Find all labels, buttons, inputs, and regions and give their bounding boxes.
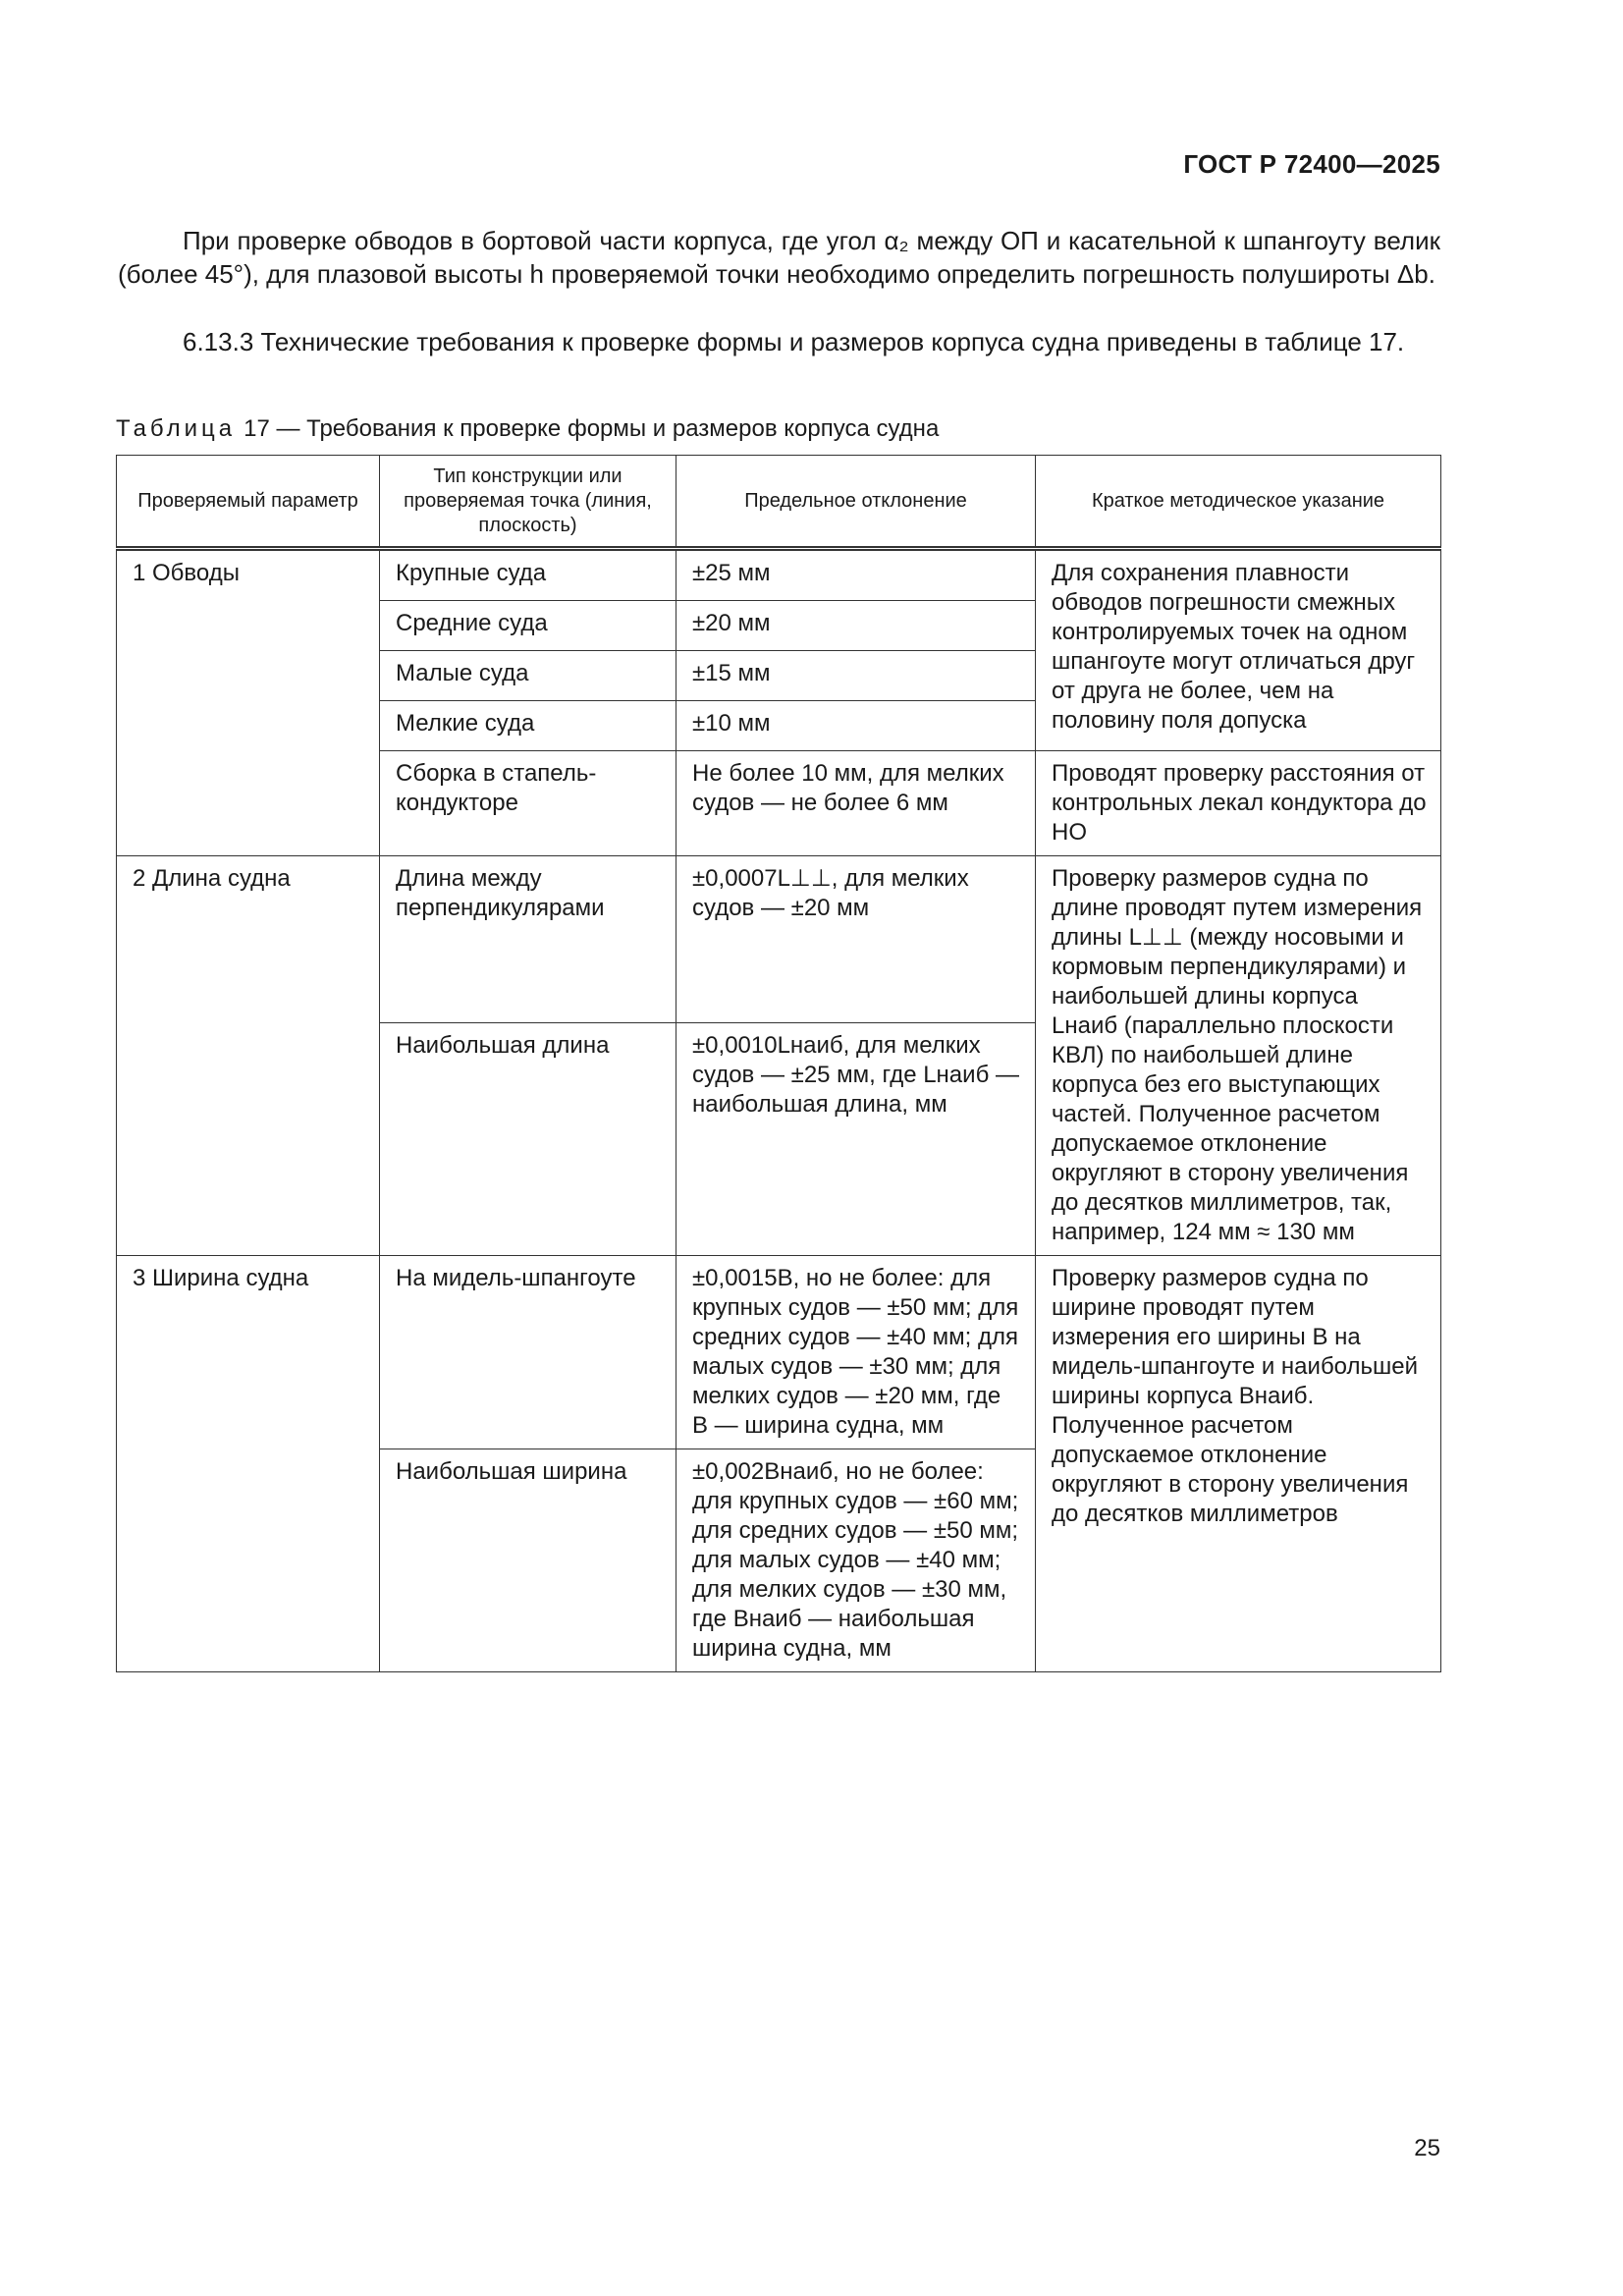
table-caption-text: 17 — Требования к проверке формы и размеров корпуса судна: [243, 415, 940, 442]
deviation-cell: ±20 мм: [676, 601, 1036, 651]
param-cell-contours: 1 Обводы: [117, 549, 380, 856]
header-max-deviation: Предельное отклонение: [676, 456, 1036, 549]
type-cell: Средние суда: [380, 601, 676, 651]
type-cell: Длина между перпендикулярами: [380, 856, 676, 1023]
note-cell: Проверку размеров судна по длине проводят путем измерения длины L⊥⊥ (между носовыми и кормовым перпендикулярами) и наибольшей длины корпуса Lнаиб (параллельно плоскости КВЛ) по наибольшей длине корпуса без его выступающих частей. Полученное расчетом допускаемое отклонение округляют в сторону увеличения до десятков миллиметров, так, например, 124 мм ≈ 130 мм: [1036, 856, 1441, 1256]
type-cell: Сборка в стапель-кондукторе: [380, 751, 676, 856]
type-cell: Малые суда: [380, 651, 676, 701]
note-cell: Проводят проверку расстояния от контрольных лекал кондуктора до НО: [1036, 751, 1441, 856]
type-cell: Наибольшая ширина: [380, 1449, 676, 1672]
page-number: 25: [1414, 2135, 1440, 2161]
header-construction-type: Тип конструкции или проверяемая точка (линия, плоскость): [380, 456, 676, 549]
type-cell: Крупные суда: [380, 549, 676, 601]
table-header-row: [117, 456, 1441, 549]
deviation-cell: Не более 10 мм, для мелких судов — не более 6 мм: [676, 751, 1036, 856]
deviation-cell: ±0,002Bнаиб, но не более: для крупных судов — ±60 мм; для средних судов — ±50 мм; для малых судов — ±40 мм; для мелких судов — ±30 мм, где Bнаиб — наибольшая ширина судна, мм: [676, 1449, 1036, 1672]
deviation-cell: ±0,0015B, но не более: для крупных судов — ±50 мм; для средних судов — ±40 мм; для малых судов — ±30 мм; для мелких судов — ±20 мм, где B — ширина судна, мм: [676, 1256, 1036, 1449]
deviation-cell: ±10 мм: [676, 701, 1036, 751]
document-code: ГОСТ Р 72400—2025: [1183, 149, 1440, 179]
requirements-table: [116, 455, 1441, 1672]
type-cell: Наибольшая длина: [380, 1023, 676, 1256]
header-method-note: Краткое методическое указание: [1036, 456, 1441, 549]
note-cell: Проверку размеров судна по ширине проводят путем измерения его ширины B на мидель-шпангоуте и наибольшей ширины корпуса Bнаиб. Полученное расчетом допускаемое отклонение округляют в сторону увеличения до десятков миллиметров: [1036, 1256, 1441, 1672]
deviation-cell: ±25 мм: [676, 549, 1036, 601]
table-row: [117, 1256, 1441, 1449]
header-parameter: Проверяемый параметр: [117, 456, 380, 549]
param-cell-width: 3 Ширина судна: [117, 1256, 380, 1672]
deviation-cell: ±15 мм: [676, 651, 1036, 701]
table-row: [117, 549, 1441, 601]
paragraph-6-13-3: 6.13.3 Технические требования к проверке формы и размеров корпуса судна приведены в таблице 17.: [183, 327, 1405, 356]
table-caption: [116, 415, 939, 443]
deviation-cell: ±0,0007L⊥⊥, для мелких судов — ±20 мм: [676, 856, 1036, 1023]
deviation-cell: ±0,0010Lнаиб, для мелких судов — ±25 мм, где Lнаиб — наибольшая длина, мм: [676, 1023, 1036, 1256]
paragraph-hull-contours: При проверке обводов в бортовой части корпуса, где угол α₂ между ОП и касательной к шпангоуту велик (более 45°), для плазовой высоты h проверяемой точки необходимо определить погрешность полуширoты Δb.: [118, 226, 1440, 289]
type-cell: Мелкие суда: [380, 701, 676, 751]
param-cell-length: 2 Длина судна: [117, 856, 380, 1256]
type-cell: На мидель-шпангоуте: [380, 1256, 676, 1449]
note-cell: Для сохранения плавности обводов погрешности смежных контролируемых точек на одном шпангоуте могут отличаться друг от друга не более, чем на половину поля допуска: [1036, 549, 1441, 751]
table-caption-prefix: Таблица: [116, 415, 237, 442]
table-row: [117, 856, 1441, 1023]
